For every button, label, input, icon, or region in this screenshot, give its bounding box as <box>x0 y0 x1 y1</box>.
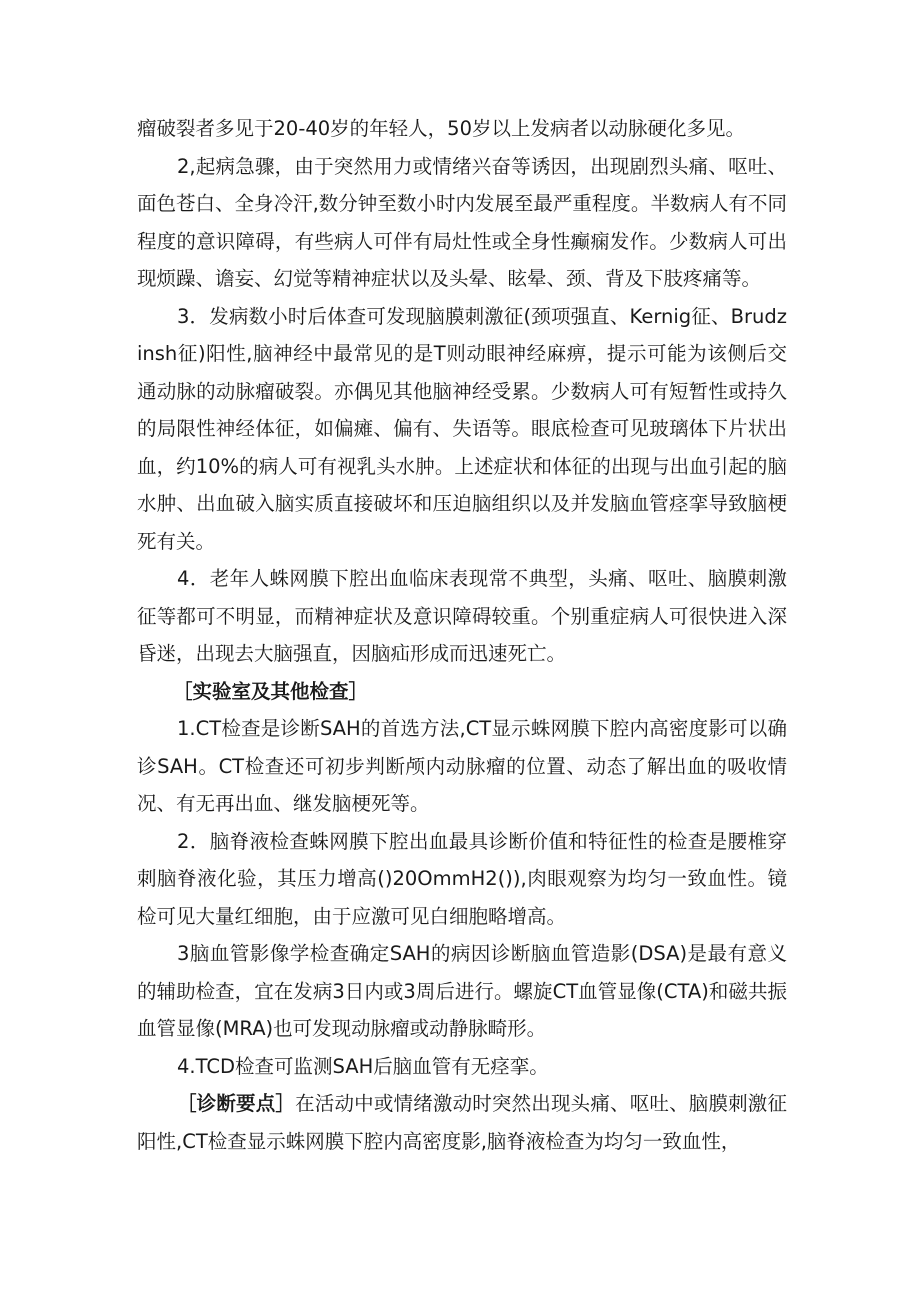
lab-item-csf: 2．脑脊液检查蛛网膜下腔出血最具诊断价值和特征性的检查是腰椎穿刺脑脊液化验，其压力增高()20OmmH2()),肉眼观察为均匀一致血性。镜检可见大量红细胞，由于应激可见白细胞略增高。 <box>137 829 787 928</box>
diagnosis-text: 在活动中或情绪激动时突然出现头痛、呕吐、脑膜刺激征阳性,CT检查显示蛛网膜下腔内高密度影,脑脊液检查为均匀一致血性， <box>137 1092 787 1153</box>
lab-item-ct: 1.CT检查是诊断SAH的首选方法,CT显示蛛网膜下腔内高密度影可以确诊SAH。CT检查还可初步判断颅内动脉瘤的位置、动态了解出血的吸收情况、有无再出血、继发脑梗死等。 <box>137 717 787 815</box>
paragraph-physical-exam: 3．发病数小时后体查可发现脑膜刺激征(颈项强直、Kernig征、Brudzinsh征)阳性,脑神经中最常见的是T则动眼神经麻痹，提示可能为该侧后交通动脉的动脉瘤破裂。亦偶见其他脑神经受累。少数病人可有短暂性或持久的局限性神经体征，如偏瘫、偏有、失语等。眼底检查可见玻璃体下片状出血，约10%的病人可有视乳头水肿。上述症状和体征的出现与出血引起的脑水肿、出血破入脑实质直接破坏和压迫脑组织以及并发脑血管痉挛导致脑梗死有关。 <box>137 304 787 553</box>
diagnosis-paragraph <box>137 1085 787 1160</box>
lab-item-tcd: 4.TCD检查可监测SAH后脑血管有无痉挛。 <box>177 1054 549 1078</box>
paragraph-aneurysm-age: 瘤破裂者多见于20-40岁的年轻人，50岁以上发病者以动脉硬化多见。 <box>137 117 745 140</box>
diagnosis-heading: ［诊断要点］ <box>177 1092 296 1115</box>
paragraph-onset: 2,起病急骤，由于突然用力或情绪兴奋等诱因，出现剧烈头痛、呕吐、面色苍白、全身冷汗,数分钟至数小时内发展至最严重程度。半数病人有不同程度的意识障碍，有些病人可伴有局灶性或全身性癫痫发作。少数病人可出现烦躁、谵妄、幻觉等精神症状以及头晕、眩晕、颈、背及下肢疼痛等。 <box>137 154 787 290</box>
lab-item-imaging: 3脑血管影像学检查确定SAH的病因诊断脑血管造影(DSA)是最有意义的辅助检查，宜在发病3日内或3周后进行。螺旋CT血管显像(CTA)和磁共振血管显像(MRA)也可发现动脉瘤或动静脉畸形。 <box>137 942 787 1040</box>
paragraph-elderly: 4．老年人蛛网膜下腔出血临床表现常不典型，头痛、呕吐、脑膜刺激征等都可不明显，而精神症状及意识障碍较重。个别重症病人可很快进入深昏迷，出现去大脑强直，因脑疝形成而迅速死亡。 <box>137 567 787 665</box>
lab-section-heading: ［实验室及其他检查］ <box>173 679 369 703</box>
document-body <box>137 110 787 1160</box>
